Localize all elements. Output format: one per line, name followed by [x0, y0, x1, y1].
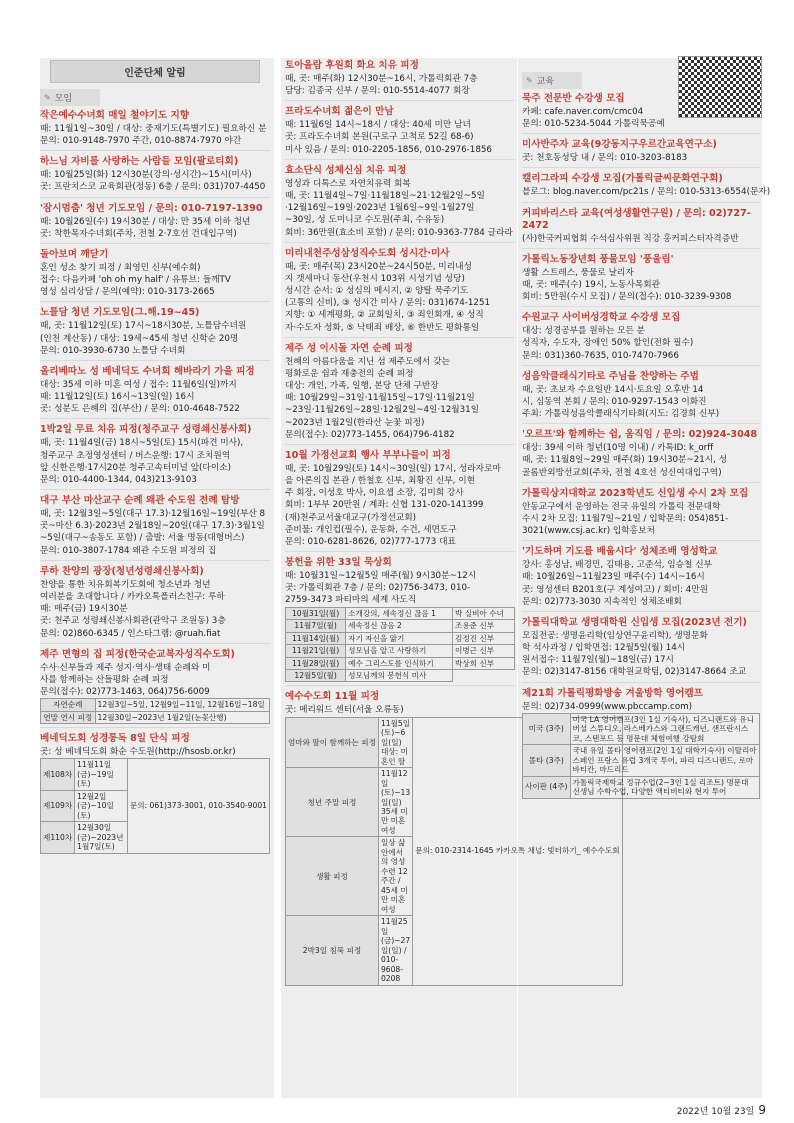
notice-line: 문의: 010-5234-5044 가톨릭묵공예	[522, 119, 665, 130]
notice-line: 곳: 천주교 성령쇄신봉사회관(관악구 조원동) 3층	[40, 616, 226, 627]
notice-line: 대상: 39세 이하 청년(10명 이내) / 카톡ID: k_orff	[522, 443, 714, 454]
notice-item	[40, 649, 270, 728]
table-cell: 11월11일(금)~19일(토)	[75, 759, 128, 790]
notice-title: 봉헌을 위한 33일 묵상회	[285, 557, 392, 569]
notice-line: 주 회장, 이성호 박사, 이요셉 소장, 김미희 강사	[285, 488, 464, 499]
table-cell: 11월25일(금)~27일(일) / 010-9608-0208	[378, 916, 412, 985]
notice-line: 회비: 1부부 20만원 / 계좌: 신협 131-020-141399	[285, 500, 484, 511]
table-row	[523, 776, 760, 798]
notice-line: 골롬반외방선교회(주차, 전철 4호선 성신여대입구역)	[522, 467, 722, 478]
notice-line: 곳: 영성센터 B201호(구 계성여고) / 회비: 4만원	[522, 584, 709, 595]
notice-item	[522, 429, 760, 483]
table-cell: 10월31일(월)	[286, 607, 346, 619]
notice-line: 찬양을 통한 치유회복기도회에 청소년과 청년	[40, 579, 211, 590]
notice-line: 문의(접수): 02)773-1463, 064)756-6009	[40, 687, 210, 697]
notice-line: 준비물: 개인컵(필수), 운동화, 수건, 세면도구	[285, 524, 457, 535]
table-row	[286, 620, 515, 632]
notice-item	[522, 371, 760, 425]
notice-line: 대상: 성경공부를 원하는 모든 분	[522, 326, 646, 337]
notice-title: 하느님 자비를 사랑하는 사람들 모임(팔로티회)	[40, 156, 239, 168]
notice-line: 문의: 02)3147-8156 대학원교학팀, 02)3147-8664 조교	[522, 667, 747, 678]
notice-title: 노틀담 청년 기도모임(그.해.19~45)	[40, 307, 200, 319]
notice-title: 성음악클래식기타로 주님을 찬양하는 주법	[522, 370, 699, 382]
notice-line: 때: 10월25일(화) 12시30분(강의·성시간)~15시(미사)	[40, 170, 252, 181]
notice-line: 때: 11월12일(토) 16시~13일(일) 16시	[40, 392, 195, 403]
notice-item	[40, 424, 270, 490]
notice-title: 작은예수수녀회 매일 철야기도 지향	[40, 110, 190, 121]
notice-line: 천혜의 아름다움을 지닌 섬 제주도에서 갖는	[285, 356, 450, 367]
notice-item	[285, 165, 515, 243]
notice-title: 커피바리스타 교육(여성생활연구원) / 문의: 02)727-2472	[522, 207, 751, 231]
table-cell: 11월5일(토)~6일(일) 대상: 미혼인 딸	[378, 717, 412, 767]
table-cell: 12월5일(월)	[286, 669, 346, 681]
column-1	[40, 58, 270, 862]
notice-line: ~23일·11월26일~28일·12월2일~4일·12월31일	[285, 405, 480, 416]
table-row	[286, 607, 515, 619]
table-cell: 박상희 신부	[453, 657, 515, 669]
notice-item	[40, 566, 270, 644]
table-row	[41, 759, 270, 790]
table-row	[41, 711, 270, 723]
notice-line: 2759-3473 파티마의 세계 사도직	[285, 595, 417, 606]
notice-item	[522, 546, 760, 612]
section-banner: 인준단체 알림	[50, 60, 260, 83]
notice-line: 때, 곳: 매주(수) 19시, 노동사목회관	[522, 279, 661, 290]
notice-line: 원서접수: 11월7일(월)~18일(금) 17시	[522, 655, 674, 666]
notice-line: 사를 함께하는 산들평화 순례 피정	[40, 674, 169, 685]
notice-line: 3021(www.csj.ac.kr) 입학홍보처	[522, 526, 655, 537]
notice-line: 회비: 36만원(효소비 포함) / 문의: 010-9363-7784 글라라	[285, 227, 513, 238]
table-cell: 12월3일~5일, 12월9일~11일, 12월16일~18일	[95, 699, 269, 711]
notice-line: 문의: 02)860-6345 / 인스타그램: @ruah.fiat	[40, 628, 221, 639]
pencil-icon: ✎	[526, 76, 533, 85]
notice-item	[522, 254, 760, 308]
notice-line: 곳: 성분도 은혜의 집(부산) / 문의: 010-4648-7522	[40, 404, 240, 415]
notice-line: 문의(접수): 02)773-1455, 064)796-4182	[285, 429, 455, 440]
notice-title: 루하 찬양의 광장(청년성령쇄신봉사회)	[40, 565, 204, 577]
table-cell: 가톨릭국제학교 정규수업(2~3인 1실 리조트) 명문대 선생님 수학수업, 다양한 액티비티와 현지 투어	[570, 776, 759, 798]
notice-item	[522, 617, 760, 683]
notice-line: 때, 곳: 매주(화) 12시30분~16시, 가톨릭회관 7층	[285, 73, 478, 84]
notice-line: (인천 계산동) / 대상: 19세~45세 청년 신학순 20명	[40, 333, 239, 344]
notice-item	[522, 208, 760, 249]
notice-item	[40, 203, 270, 244]
table-cell: 12월2일(금)~10일(토)	[75, 790, 128, 821]
notice-line: 문의: 02)773-3030 지속적인 성체조배회	[522, 596, 682, 607]
schedule-table	[522, 713, 760, 799]
table-cell: 청년 주말 피정	[286, 768, 379, 837]
notice-line: 수사·신부들과 제주 성지·역사·생태 순례와 미	[40, 662, 211, 673]
notice-line: 성직자, 수도자, 장애인 50% 할인(전화 필수)	[522, 338, 694, 349]
notice-line: 문의: 02)734-0999(www.pbccamp.com)	[522, 701, 692, 712]
table-cell: 12월30일(금)~2023년 1월7일(토)	[75, 822, 128, 853]
notice-line: 영성 심리상담 / 문의(예약): 010-3173-2665	[40, 287, 215, 298]
notice-line: 안동교구에서 운영하는 전국 유일의 가톨릭 전문대학	[522, 501, 721, 512]
table-row	[286, 645, 515, 657]
notice-line: 문의: 010-4400-1344, 043)213-9103	[40, 474, 197, 485]
notice-item	[285, 557, 515, 686]
issue-date: 2022년 10월 23일	[676, 1107, 755, 1117]
notice-line: 담당: 김종국 신부 / 문의: 010-5514-4077 회장	[285, 86, 470, 97]
table-cell: 2박3일 침묵 피정	[286, 916, 379, 985]
table-cell: 박 실비아 수녀	[453, 607, 515, 619]
notice-title: 제주 면형의 집 피정(한국순교복자성직수도회)	[40, 648, 235, 660]
table-cell: 제109차	[41, 790, 75, 821]
page-footer	[677, 1103, 766, 1117]
table-cell: 문의: 061)373-3001, 010-3540-9001	[127, 759, 269, 853]
notice-item	[285, 60, 515, 101]
notice-line: 곳: 프라도수녀회 본원(구로구 고척로 52길 68-6)	[285, 132, 474, 143]
notice-line: 평화로운 쉼과 재충전의 순례 피정	[285, 368, 414, 379]
notice-line: 곳: 성 베네딕도회 화순 수도원(http://hsosb.or.kr)	[40, 747, 236, 758]
notice-line: (고통의 신비), ③ 성시간 미사 / 문의: 031)674-1251	[285, 298, 491, 309]
notice-title: 가톨릭노동장년회 풍물모임 '풍울림'	[522, 253, 674, 265]
table-row	[286, 632, 515, 644]
notice-line: 곳: 프란치스코 교육회관(정동) 6층 / 문의: 031)707-4450	[40, 182, 266, 193]
notice-line: 청주교구 초정영성센터 / 버스운행: 17시 조치원역	[40, 450, 231, 461]
notice-line: 대상: 개인, 가족, 일행, 본당 단체 구반장	[285, 381, 439, 392]
table-row	[523, 745, 760, 776]
table-cell: 11월28일(월)	[286, 657, 346, 669]
notice-line: 때, 곳: 12월3일~5일(대구 17.3)·12월16일~19일(부산 8	[40, 509, 266, 520]
notice-line: 접수: 다음카페 'oh oh my half' / 유튜브: 들깨TV	[40, 275, 231, 286]
notice-title: 묵주 전문반 수강생 모집	[522, 93, 625, 104]
notice-line: 때, 곳: 11월8일~29일 매주(화) 19시30분~21시, 성	[522, 455, 728, 466]
notice-title: 제주 성 이시돌 자연 순례 피정	[285, 342, 413, 354]
notice-title: 올리베따노 성 베네딕도 수녀회 해바라기 가을 피정	[40, 365, 255, 377]
table-cell: 예수 그리스도를 인식하기	[346, 657, 453, 669]
notice-title: 10월 가정선교회 행사 부부나들이 피정	[285, 449, 451, 461]
notice-line: 때, 곳: 11월12일(토) 17시~18시30분, 노틀담수녀원	[40, 321, 247, 332]
table-cell: 몰타 (3주)	[523, 745, 571, 776]
notice-item	[40, 366, 270, 420]
notice-title: '오르프'와 함께하는 쉼, 움직임 / 문의: 02)924-3048	[522, 429, 758, 441]
table-cell: 성모님께의 봉헌식 미사	[346, 669, 453, 681]
table-cell: 김정진 신부	[453, 632, 515, 644]
notice-line: 곳: 착한목자수녀회(주차, 전철 2·7호선 건대입구역)	[40, 228, 237, 239]
notice-line: ~2023년 1월2일(한라산 눈꽃 피정)	[285, 417, 425, 428]
table-cell: 연말 연시 피정	[41, 711, 96, 723]
item-list-1	[40, 110, 270, 857]
notice-line: 학 석사과정 / 입학면접: 12월5일(월) 14시	[522, 643, 686, 654]
table-cell: 미국 (3주)	[523, 713, 571, 744]
notice-title: 대구 부산 마산교구 순례 왜관 수도원 전례 탐방	[40, 495, 240, 507]
notice-item	[40, 495, 270, 561]
notice-line: ~5일(대구~송동도 포함) / 출발: 서울 명동(대형버스)	[40, 533, 245, 544]
page-number: 9	[758, 1103, 766, 1117]
notice-line: 회비: 5만원(수시 모집) / 문의(접수): 010-3239-9308	[522, 292, 732, 303]
table-cell: 소개강의, 세속정신 끊음 1	[346, 607, 453, 619]
notice-title: 가톨릭상지대학교 2023학년도 신입생 수시 2차 모집	[522, 487, 749, 499]
notice-line: 여러분을 초대합니다 / 카카오톡플러스친구: 루하	[40, 591, 225, 602]
item-list-3	[522, 93, 771, 802]
notice-line: 때: 10월26일(수) 19시30분 / 대상: 만 35세 이하 청년	[40, 216, 251, 227]
notice-title: 예수수도회 11월 피정	[285, 691, 380, 703]
table-cell: 11월21일(월)	[286, 645, 346, 657]
notice-line: 시, 심동역 본회 / 문의: 010-9297-1543 이화진	[522, 396, 707, 407]
notice-line: 카페: cafe.naver.com/cmc04	[522, 106, 644, 117]
notice-line: 곳: 천호동성당 내 / 문의: 010-3203-8183	[522, 153, 688, 164]
notice-title: 미사반주자 교육(9강동지구우르간교육연구소)	[522, 139, 717, 151]
table-row	[286, 657, 515, 669]
notice-line: 때, 곳: 매주(목) 23시20분~24시50분, 미리내성	[285, 261, 472, 272]
notice-line: 혼인 성소 찾기 피정 / 최영민 신부(예수회)	[40, 262, 201, 273]
notice-line: 곳: 메리워드 센터(서울 오류동)	[285, 705, 404, 716]
notice-title: 캘리그라피 수강생 모집(가톨릭글씨문화연구회)	[522, 173, 723, 185]
notice-title: 수원교구 사이버성경학교 수강생 모집	[522, 312, 681, 324]
notice-line: ~30일, 성 도미니코 수도원(주최, 수유동)	[285, 215, 445, 226]
notice-line: 때, 곳: 초보자 수요일반 14시·토요일 오후반 14	[522, 384, 704, 395]
notice-item	[40, 307, 270, 361]
notice-line: 영성과 디톡스로 자연치유력 회복	[285, 178, 411, 189]
notice-item	[285, 343, 515, 445]
notice-title: 가톨릭대학교 생명대학원 신입생 모집(2023년 전기)	[522, 616, 747, 628]
notice-line: 때: 10월31일~12월5일 매주(월) 9시30분~12시	[285, 571, 477, 582]
notice-line: (사)한국커피협회 수석심사위원 직강 홍커피스터자격증반	[522, 233, 739, 244]
notice-line: 앞 신한은행·17시20분 청주고속터미널 앞(다이소)	[40, 462, 231, 473]
notice-item	[285, 450, 515, 552]
table-cell: 문의: 010-2314-1645 카카오톡 채널: 빛터하기_ 예수수도회	[413, 717, 622, 985]
pencil-icon: ✎	[44, 93, 51, 102]
table-cell: 11월12일(토)~13일(일) 35세 미만 미혼 여성	[378, 768, 412, 837]
notice-line: 문의: 010-6281-8626, 02)777-1773 대표	[285, 536, 456, 547]
schedule-table	[285, 607, 515, 683]
notice-line: 곳~마산 6.3)·2023년 2월18일~20일(대구 17.3)·3월1일	[40, 521, 265, 532]
notice-title: '기도하며 기도를 배웁시다' 성체조배 영성학교	[522, 546, 718, 558]
notice-line: 블로그: blog.naver.com/pc21s / 문의: 010-5313-6554(문자)	[522, 187, 771, 198]
notice-line: 모집전공: 생명윤리학(임상연구윤리학), 생명문화	[522, 630, 708, 641]
notice-title: 돌아보며 깨닫기	[40, 248, 109, 260]
table-row	[41, 699, 270, 711]
notice-item	[522, 688, 760, 802]
notice-line: (재)천주교서울대교구(가정선교회)	[285, 512, 417, 523]
notice-line: 문의: 010-3930-6730 노틀담 수녀회	[40, 345, 186, 356]
notice-line: 문의: 031)360-7635, 010-7470-7966	[522, 350, 679, 361]
notice-item	[40, 110, 270, 151]
notice-item	[40, 733, 270, 857]
notice-line: 때: 매주(금) 19시30분	[40, 604, 128, 615]
notice-line: 수시 2차 모집: 11월7일~21일 / 입학문의: 054)851-	[522, 513, 729, 524]
table-cell: 11월14일(월)	[286, 632, 346, 644]
notice-line: 문의: 010-9148-7970 주간, 010-8874-7970 야간	[40, 136, 242, 147]
table-cell: 11월7일(월)	[286, 620, 346, 632]
table-cell: 미국 LA 영어캠프(3인 1실 기숙사), 디즈니랜드와 유니버셜 스튜디오, 라스베가스와 그랜드캐년, 샌프란시스코, 스탠포드 등 명문대 체험여행 강탐회	[570, 713, 759, 744]
notice-title: 토아올람 후원회 화요 치유 피정	[285, 60, 419, 71]
table-cell: 제110차	[41, 822, 75, 853]
table-cell: 생활 피정	[286, 837, 379, 916]
notice-line: 때: 10월29일~31일·11월15일~17일·11월21일	[285, 393, 475, 404]
notice-item	[522, 139, 760, 168]
table-cell: 세속정신 끊음 2	[346, 620, 453, 632]
table-cell: 조용준 신부	[453, 620, 515, 632]
notice-line: 때: 11월1일~30일 / 대상: 중재기도(특별기도) 필요하신 분	[40, 123, 267, 134]
notice-title: 미리내천주성삼성직수도회 성시간·미사	[285, 247, 450, 259]
notice-line: 때: 10월26일~11월23일 매주(수) 14시~16시	[522, 572, 705, 583]
notice-line: 지향: ① 세계평화, ② 교회일치, ③ 죄인회개, ④ 성직	[285, 310, 484, 321]
table-cell: 제108차	[41, 759, 75, 790]
column-3	[522, 58, 771, 807]
notice-title: 제21회 가톨릭평화방송 겨울방학 영어캠프	[522, 687, 703, 699]
table-row	[286, 669, 515, 681]
table-cell: 자연순례	[41, 699, 96, 711]
notice-item	[522, 312, 760, 366]
notice-line: 때, 곳: 11월4일(금) 18시~5일(토) 15시(파견 미사),	[40, 438, 244, 449]
notice-line: 때, 곳: 11월4일~7일·11월18일~21·12월2일~5일	[285, 190, 485, 201]
notice-title: 프라도수녀회 젊은이 만남	[285, 106, 394, 118]
notice-line: 생활 스트레스, 풍물로 날리자	[522, 267, 634, 278]
notice-line: ·12월16일~19일·2023년 1월6일~9일·1월27일	[285, 203, 475, 214]
notice-line: 주최: 가톨릭성음악클래식기타회(지도: 김경희 신부)	[522, 409, 720, 420]
table-cell: 자기 자신을 앎기	[346, 632, 453, 644]
notice-line: 자·수도자 성화, ⑤ 낙태죄 배상, ⑥ 한반도 평화통일	[285, 322, 480, 333]
notice-title: '잠시멈춤' 청년 기도모임 / 문의: 010-7197-1390	[40, 202, 263, 214]
notice-item	[40, 249, 270, 303]
notice-title: 1박2일 무료 치유 피정(청주교구 성령쇄신봉사회)	[40, 424, 252, 436]
notice-line: 문의: 010-3807-1784 왜관 수도원 피정의 집	[40, 545, 217, 556]
notice-item	[285, 106, 515, 160]
qr-code-image	[678, 56, 762, 118]
section-label-gathering: ✎ 모임	[40, 89, 100, 106]
schedule-table	[40, 698, 270, 724]
table-cell: 12월30일~2023년 1월2일(눈꽃산행)	[95, 711, 269, 723]
notice-line: 때: 11월6일 14시~18시 / 대상: 40세 미만 남녀	[285, 120, 471, 131]
table-cell: 국내 유일 몰타 영어캠프(2인 1실 대학기숙사) 이탈리아 스페인 프랑스 유럽 3개국 투어, 파리 디즈니랜드, 로마 바티칸, 마드리드	[570, 745, 759, 776]
table-cell: 성모님을 알고 사랑하기	[346, 645, 453, 657]
notice-line: 곳: 가톨릭회관 7층 / 문의: 02)756-3473, 010-	[285, 583, 471, 594]
notice-item	[40, 156, 270, 197]
notice-item	[285, 248, 515, 338]
notice-line: 미사 있음 / 문의: 010-2205-1856, 010-2976-1856	[285, 144, 492, 155]
notice-line: 대상: 35세 이하 미혼 여성 / 접수: 11월6일(일)까지	[40, 379, 237, 390]
notice-line: 지 갯세마니 동산(우천시 103위 시성기념 성당)	[285, 273, 465, 284]
notice-line: 성시간 순서: ① 성심의 메시지, ② 양탈 묵주기도	[285, 286, 469, 296]
schedule-table	[40, 758, 270, 853]
table-cell: 엄마와 딸이 함께하는 피정	[286, 717, 379, 767]
notice-title: 베네딕도회 성경통독 8일 단식 피정	[40, 733, 190, 745]
notice-line: 때, 곳: 10월29일(토) 14시~30일(일) 17시, 성라자로마	[285, 463, 501, 474]
notice-line: 을 아론의집 본관 / 한철호 신부, 최황진 신부, 이현	[285, 476, 475, 487]
table-row	[523, 713, 760, 744]
table-cell: 일상 삶 안에서의 영성수련 12주간 / 45세 미만 미혼 여성	[378, 837, 412, 916]
notice-line: 강사: 홍성남, 배경민, 김태용, 고준석, 임승철 신부	[522, 560, 712, 571]
table-cell: 사이판 (4주)	[523, 776, 571, 798]
notice-item	[522, 173, 771, 202]
table-cell: 이병근 신부	[453, 645, 515, 657]
section-label-education: ✎ 교육	[522, 72, 582, 89]
notice-title: 효소단식 성체신심 치유 피정	[285, 164, 407, 176]
notice-item	[522, 488, 760, 542]
